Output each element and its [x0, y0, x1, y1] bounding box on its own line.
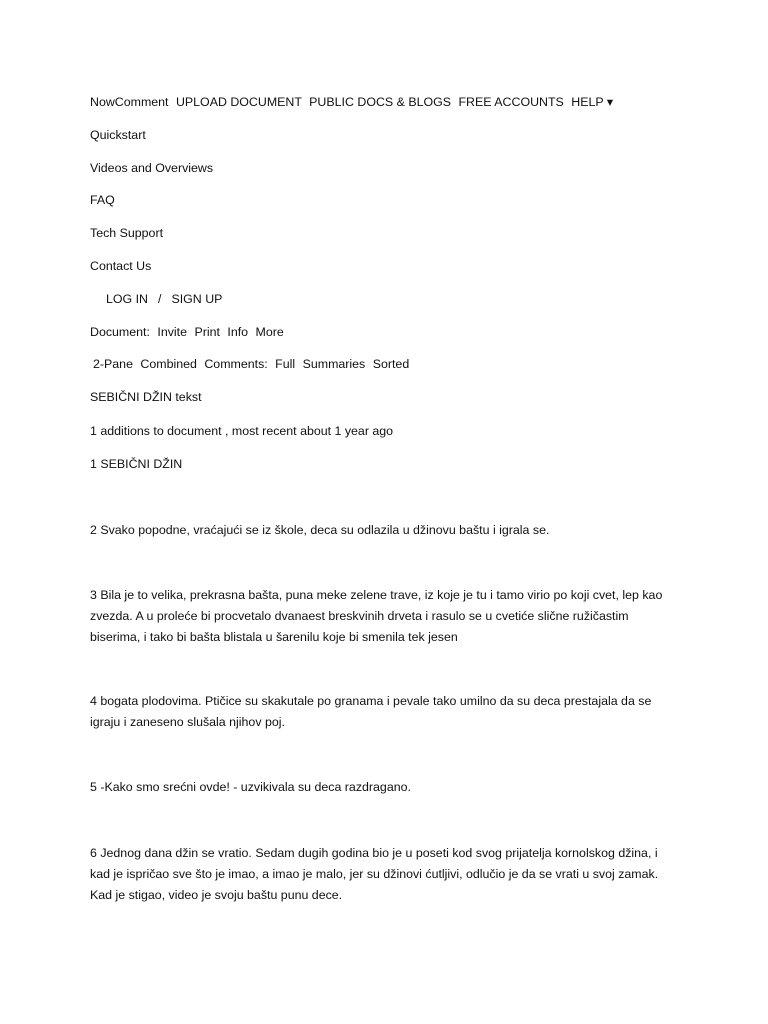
combined-link[interactable]: Combined — [140, 357, 197, 371]
document-additions: 1 additions to document , most recent about 1 year ago — [90, 424, 394, 438]
invite-link[interactable]: Invite — [157, 325, 187, 339]
paragraph-6[interactable]: 6 Jednog dana džin se vratio. Sedam dugih godina bio je u poseti kod svog prijatelja kornolskog džina, i kad je ispričao sve što je imao, a imao je malo, jer su džinovi ćutljivi, odlučio je da se vrati u svoj zamak. Kad je stigao, video je svoju baštu punu dece. — [90, 846, 659, 903]
paragraph-2[interactable]: 2 Svako popodne, vraćajući se iz škole, deca su odlazila u džinovu baštu i igrala se. — [90, 523, 550, 537]
two-pane-link[interactable]: 2-Pane — [93, 357, 133, 371]
quickstart-link[interactable]: Quickstart — [90, 128, 146, 142]
summaries-link[interactable]: Summaries — [302, 357, 366, 371]
comments-label: Comments: — [204, 357, 268, 371]
paragraph-1[interactable]: 1 SEBIČNI DŽIN — [90, 457, 183, 471]
print-link[interactable]: Print — [194, 325, 220, 339]
paragraph-4[interactable]: 4 bogata plodovima. Ptičice su skakutale po granama i pevale tako umilno da su deca prestajala da se igraju i zaneseno slušala njihov poj. — [90, 694, 652, 730]
signup-link[interactable]: SIGN UP — [171, 292, 223, 306]
paragraph-5[interactable]: 5 -Kako smo srećni ovde! - uzvikivala su deca razdragano. — [90, 780, 411, 794]
free-accounts-link[interactable]: FREE ACCOUNTS — [458, 95, 564, 109]
brand-link[interactable]: NowComment — [90, 95, 169, 109]
videos-link[interactable]: Videos and Overviews — [90, 161, 214, 175]
public-docs-link[interactable]: PUBLIC DOCS & BLOGS — [309, 95, 452, 109]
document-actions — [90, 322, 680, 343]
top-nav — [90, 92, 680, 113]
info-link[interactable]: Info — [227, 325, 249, 339]
auth-links — [106, 289, 696, 310]
help-menu[interactable]: HELP ▾ — [571, 95, 614, 109]
upload-document-link[interactable]: UPLOAD DOCUMENT — [175, 95, 302, 109]
document-title: SEBIČNI DŽIN tekst — [90, 390, 202, 404]
paragraph-3[interactable]: 3 Bila je to velika, prekrasna bašta, puna meke zelene trave, iz koje je tu i tamo virio po koji cvet, lep kao zvezda. A u proleće bi procvetalo dvanaest breskvinih drveta i rasulo se u cvetiće slične ružičastim biserima, i tako bi bašta blistala u šarenilu koje bi smenila tek jesen — [90, 588, 663, 645]
pane-options — [93, 354, 683, 375]
faq-link[interactable]: FAQ — [90, 193, 115, 207]
more-link[interactable]: More — [255, 325, 284, 339]
contact-link[interactable]: Contact Us — [90, 259, 152, 273]
auth-separator: / — [158, 292, 162, 306]
sorted-link[interactable]: Sorted — [372, 357, 410, 371]
full-link[interactable]: Full — [275, 357, 296, 371]
tech-support-link[interactable]: Tech Support — [90, 226, 164, 240]
document-actions-label: Document: — [90, 325, 150, 339]
login-link[interactable]: LOG IN — [106, 292, 148, 306]
